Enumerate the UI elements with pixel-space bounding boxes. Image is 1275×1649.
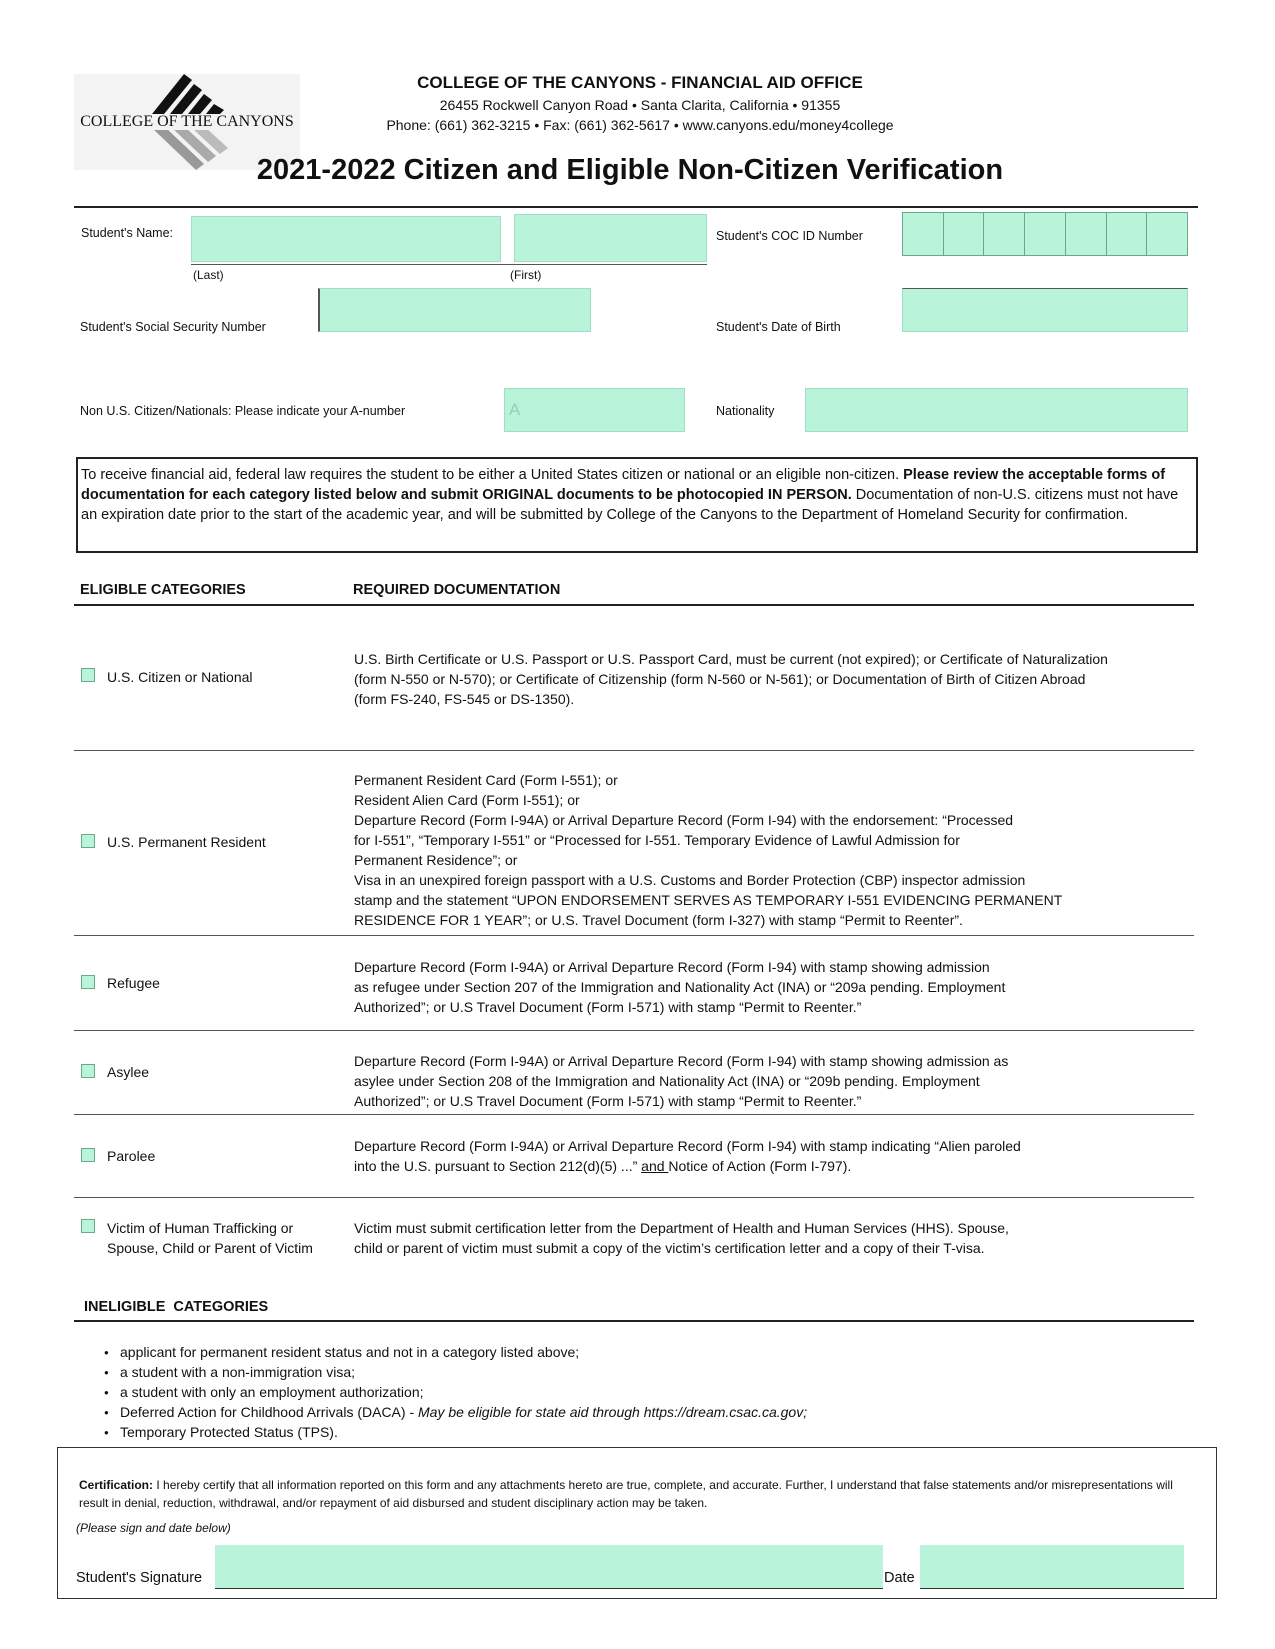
ssn-input[interactable] <box>318 288 591 332</box>
ineligible-rule <box>74 1320 1194 1322</box>
bullet-icon: ● <box>104 1348 109 1358</box>
date-input[interactable] <box>920 1545 1184 1589</box>
coc-id-digit[interactable] <box>944 213 985 255</box>
doc-line: asylee under Section 208 of the Immigration and Nationality Act (INA) or “209b pending. Employment <box>354 1073 980 1089</box>
doc-line <box>354 1156 1184 1176</box>
doc-line: RESIDENCE FOR 1 YEAR”; or U.S. Travel Document (form I-327) with stamp “Permit to Reenter”. <box>354 912 963 928</box>
ineligible-item <box>104 1342 579 1363</box>
trafficking-victim-label <box>107 1218 313 1258</box>
ineligible-item-text: Temporary Protected Status (TPS). <box>120 1424 338 1440</box>
asylee-docs <box>354 1051 1184 1111</box>
doc-line: stamp and the statement “UPON ENDORSEMENT SERVES AS TEMPORARY I-551 EVIDENCING PERMANENT <box>354 892 1063 908</box>
ineligible-item-text: a student with only an employment authorization; <box>120 1384 424 1400</box>
certification-text <box>79 1476 1199 1512</box>
nationality-label: Nationality <box>716 404 775 418</box>
coc-id-digit[interactable] <box>1066 213 1107 255</box>
doc-line-underlined: and <box>641 1158 669 1174</box>
doc-line: Departure Record (Form I-94A) or Arrival Departure Record (Form I-94) with stamp showing admission <box>354 959 990 975</box>
title-rule <box>74 206 1198 208</box>
bullet-icon: ● <box>104 1428 109 1438</box>
doc-line: Visa in an unexpired foreign passport with a U.S. Customs and Border Protection (CBP) inspector admission <box>354 872 1026 888</box>
name-underline <box>191 264 707 265</box>
doc-line: for I-551”, “Temporary I-551” or “Processed for I-551. Temporary Evidence of Lawful Admission for <box>354 832 960 848</box>
table-header-rule <box>74 604 1194 606</box>
parolee-label: Parolee <box>107 1148 156 1164</box>
nationality-input[interactable] <box>805 388 1188 432</box>
coc-id-digit[interactable] <box>1107 213 1148 255</box>
us-citizen-docs <box>354 649 1184 709</box>
us-citizen-checkbox[interactable] <box>81 668 95 682</box>
office-contact: Phone: (661) 362-3215 • Fax: (661) 362-5617 • www.canyons.edu/money4college <box>386 117 894 133</box>
date-label: Date <box>884 1570 915 1586</box>
doc-line: Departure Record (Form I-94A) or Arrival Departure Record (Form I-94) with stamp indicating “Alien paroled <box>354 1138 1021 1154</box>
first-name-input[interactable] <box>514 214 707 262</box>
last-caption: (Last) <box>193 268 224 282</box>
doc-line: child or parent of victim must submit a copy of the victim’s certification letter and a copy of their T-visa. <box>354 1240 985 1256</box>
ineligible-item <box>104 1422 338 1443</box>
permanent-resident-checkbox[interactable] <box>81 834 95 848</box>
doc-line: Authorized”; or U.S Travel Document (Form I-571) with stamp “Permit to Reenter.” <box>354 999 862 1015</box>
doc-line: Permanent Residence”; or <box>354 852 518 868</box>
logo-text: COLLEGE OF THE CANYONS <box>74 114 300 130</box>
bullet-icon: ● <box>104 1368 109 1378</box>
ssn-label: Student's Social Security Number <box>80 320 266 334</box>
doc-line-part: Notice of Action (Form I-797). <box>668 1158 852 1174</box>
ineligible-item <box>104 1382 424 1403</box>
ineligible-item-text: applicant for permanent resident status and not in a category listed above; <box>120 1344 580 1360</box>
doc-line: Departure Record (Form I-94A) or Arrival Departure Record (Form I-94) with stamp showing admission as <box>354 1053 1009 1069</box>
student-name-label: Student's Name: <box>81 226 174 240</box>
page-title: 2021-2022 Citizen and Eligible Non-Citizen Verification <box>256 154 1004 186</box>
permanent-resident-docs <box>354 770 1184 930</box>
ineligible-item-text: a student with a non-immigration visa; <box>120 1364 355 1380</box>
coc-id-digit[interactable] <box>984 213 1025 255</box>
refugee-docs <box>354 957 1184 1017</box>
office-name: COLLEGE OF THE CANYONS - FINANCIAL AID OFFICE <box>417 73 863 92</box>
coc-id-digit[interactable] <box>1147 213 1187 255</box>
coc-id-label: Student's COC ID Number <box>716 229 863 243</box>
dob-label: Student's Date of Birth <box>716 320 841 334</box>
doc-line: Departure Record (Form I-94A) or Arrival Departure Record (Form I-94) with the endorsement: “Processed <box>354 812 1014 828</box>
trafficking-victim-docs <box>354 1218 1184 1258</box>
doc-line: Permanent Resident Card (Form I-551); or <box>354 772 618 788</box>
category-line: Spouse, Child or Parent of Victim <box>107 1240 313 1256</box>
ineligible-item-text: Deferred Action for Childhood Arrivals (DACA) - <box>120 1404 418 1420</box>
row-divider <box>74 935 1194 936</box>
a-number-input[interactable] <box>504 388 685 432</box>
coc-id-input[interactable] <box>902 212 1188 256</box>
ineligible-categories-header: INELIGIBLE CATEGORIES <box>84 1299 269 1315</box>
doc-line: as refugee under Section 207 of the Immigration and Nationality Act (INA) or “209a pending. Employment <box>354 979 1006 995</box>
notice-text-2: Documentation of non-U.S. citizens must not have an expiration date prior to the start of the academic year, and will be submitted by College of the Canyons to the Department of Homeland Security for confirmation. <box>81 487 1179 523</box>
doc-line: Resident Alien Card (Form I-551); or <box>354 792 580 808</box>
category-line: Victim of Human Trafficking or <box>107 1220 294 1236</box>
doc-line: U.S. Birth Certificate or U.S. Passport or U.S. Passport Card, must be current (not expired); or Certificate of Naturalization <box>354 651 1108 667</box>
refugee-label: Refugee <box>107 975 160 991</box>
first-caption: (First) <box>510 268 542 282</box>
a-number-prefix: A <box>509 400 521 419</box>
doc-line: Victim must submit certification letter from the Department of Health and Human Services (HHS). Spouse, <box>354 1220 1009 1236</box>
row-divider <box>74 1114 1194 1115</box>
us-citizen-label: U.S. Citizen or National <box>107 669 253 685</box>
certification-statement: I hereby certify that all information reported on this form and any attachments hereto are true, complete, and accurate. Further, I understand that false statements and/or misrepresentations will result in denial, reduction, withdrawal, and/or repayment of aid disbursed and student disciplinary action may be taken. <box>79 1478 1173 1510</box>
bullet-icon: ● <box>104 1408 109 1418</box>
notice-bold: Please review the acceptable forms of documentation for each category listed below and submit ORIGINAL documents to be photocopied IN PERSON. <box>81 467 1166 503</box>
signature-input[interactable] <box>215 1545 883 1589</box>
ineligible-item-daca <box>104 1402 807 1423</box>
row-divider <box>74 1030 1194 1031</box>
notice-text-1: To receive financial aid, federal law requires the student to be either a United States citizen or national or an eligible non-citizen. <box>81 467 904 483</box>
ineligible-item <box>104 1362 355 1383</box>
row-divider <box>74 750 1194 751</box>
certification-label: Certification: <box>79 1478 154 1492</box>
dob-input[interactable] <box>902 288 1188 332</box>
trafficking-victim-checkbox[interactable] <box>81 1219 95 1233</box>
asylee-label: Asylee <box>107 1064 150 1080</box>
refugee-checkbox[interactable] <box>81 975 95 989</box>
sign-instruction: (Please sign and date below) <box>76 1521 231 1535</box>
coc-id-digit[interactable] <box>903 213 944 255</box>
bullet-icon: ● <box>104 1388 109 1398</box>
eligible-categories-header: ELIGIBLE CATEGORIES <box>80 582 246 598</box>
daca-note: May be eligible for state aid through https://dream.csac.ca.gov; <box>418 1404 808 1420</box>
permanent-resident-label: U.S. Permanent Resident <box>107 834 266 850</box>
signature-label: Student's Signature <box>76 1570 203 1586</box>
doc-line: (form N-550 or N-570); or Certificate of Citizenship (form N-560 or N-561); or Documentation of Birth of Citizen Abroad <box>354 671 1086 687</box>
required-documentation-header: REQUIRED DOCUMENTATION <box>353 582 561 598</box>
last-name-input[interactable] <box>191 216 501 262</box>
row-divider <box>74 1197 1194 1198</box>
notice-box <box>76 457 1198 553</box>
parolee-checkbox[interactable] <box>81 1148 95 1162</box>
doc-line: (form FS-240, FS-545 or DS-1350). <box>354 691 575 707</box>
doc-line: Authorized”; or U.S Travel Document (Form I-571) with stamp “Permit to Reenter.” <box>354 1093 862 1109</box>
doc-line-part: into the U.S. pursuant to Section 212(d)(5) ...” <box>354 1158 642 1174</box>
a-number-label: Non U.S. Citizen/Nationals: Please indicate your A-number <box>80 404 406 418</box>
parolee-docs <box>354 1136 1184 1176</box>
asylee-checkbox[interactable] <box>81 1064 95 1078</box>
office-address: 26455 Rockwell Canyon Road • Santa Clarita, California • 91355 <box>439 97 841 113</box>
coc-id-digit[interactable] <box>1025 213 1066 255</box>
